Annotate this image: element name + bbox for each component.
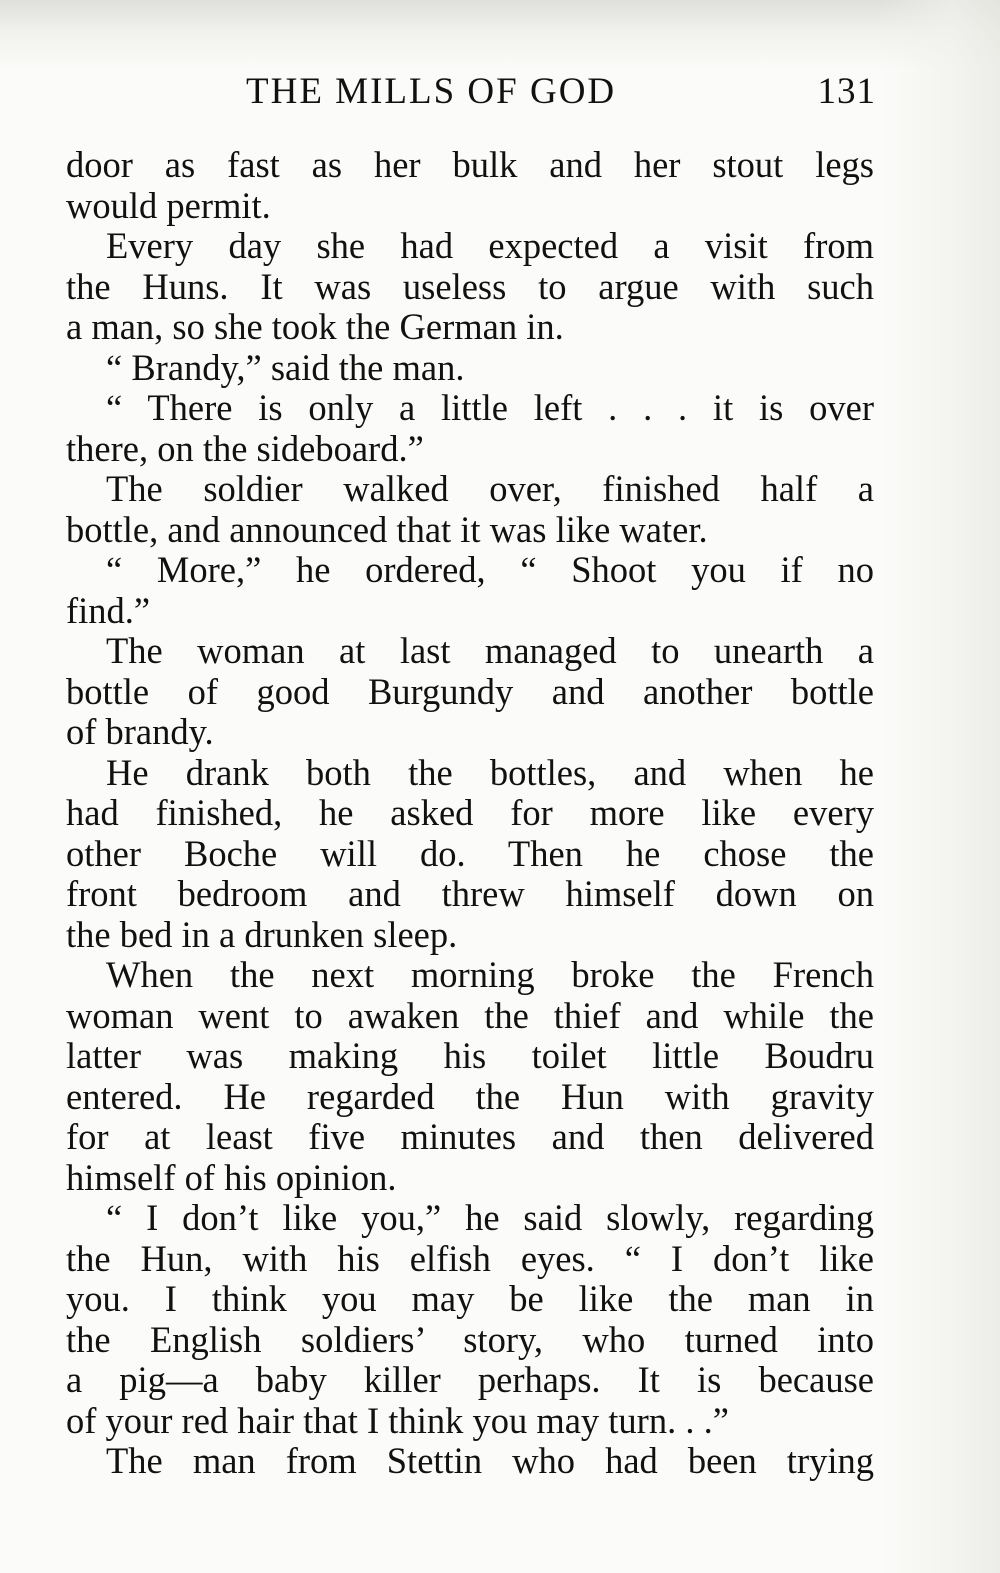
text-line: woman went to awaken the thief and while the bbox=[66, 995, 874, 1036]
running-title: THE MILLS OF GOD bbox=[246, 71, 617, 112]
text-line: entered. He regarded the Hun with gravity bbox=[66, 1076, 874, 1117]
text-line: the bed in a drunken sleep. bbox=[66, 914, 458, 955]
body-text bbox=[66, 145, 874, 1482]
text-line: bottle, and announced that it was like water. bbox=[66, 509, 708, 550]
text-line: “ There is only a little left . . . it is over bbox=[106, 388, 874, 428]
text-line: Every day she had expected a visit from bbox=[106, 226, 874, 266]
text-line: there, on the sideboard.” bbox=[66, 428, 424, 469]
text-line: a pig—a baby killer perhaps. It is because bbox=[66, 1360, 874, 1400]
text-line: When the next morning broke the French bbox=[106, 955, 874, 995]
text-line: “ Brandy,” said the man. bbox=[106, 347, 465, 388]
page-edge-shading-right bbox=[880, 0, 1000, 1573]
text-line: The man from Stettin who had been trying bbox=[106, 1441, 874, 1481]
text-line: “ More,” he ordered, “ Shoot you if no bbox=[106, 550, 874, 590]
page-number: 131 bbox=[817, 71, 876, 112]
text-line: bottle of good Burgundy and another bottle bbox=[66, 671, 874, 712]
text-line: for at least five minutes and then delivered bbox=[66, 1117, 874, 1157]
text-line: “ I don’t like you,” he said slowly, regarding bbox=[106, 1198, 874, 1238]
text-line: the English soldiers’ story, who turned into bbox=[66, 1319, 874, 1360]
text-line: other Boche will do. Then he chose the bbox=[66, 833, 874, 874]
text-line: would permit. bbox=[66, 185, 271, 226]
text-line: of your red hair that I think you may turn. . .” bbox=[66, 1400, 729, 1441]
text-line: a man, so she took the German in. bbox=[66, 307, 564, 347]
text-line: the Hun, with his elfish eyes. “ I don’t like bbox=[66, 1238, 874, 1279]
text-line: find.” bbox=[66, 590, 151, 631]
page-edge-shading-top bbox=[0, 0, 1000, 70]
text-line: had finished, he asked for more like every bbox=[66, 793, 874, 833]
text-line: you. I think you may be like the man in bbox=[66, 1279, 874, 1319]
text-line: door as fast as her bulk and her stout legs bbox=[66, 145, 874, 185]
text-line: himself of his opinion. bbox=[66, 1157, 397, 1198]
text-line: front bedroom and threw himself down on bbox=[66, 874, 874, 914]
text-line: The woman at last managed to unearth a bbox=[106, 631, 874, 671]
text-line: He drank both the bottles, and when he bbox=[106, 752, 874, 793]
text-line: The soldier walked over, finished half a bbox=[106, 469, 874, 509]
text-line: latter was making his toilet little Boudru bbox=[66, 1036, 874, 1076]
text-line: the Huns. It was useless to argue with such bbox=[66, 266, 874, 307]
text-line: of brandy. bbox=[66, 712, 214, 752]
page-header bbox=[66, 70, 876, 114]
